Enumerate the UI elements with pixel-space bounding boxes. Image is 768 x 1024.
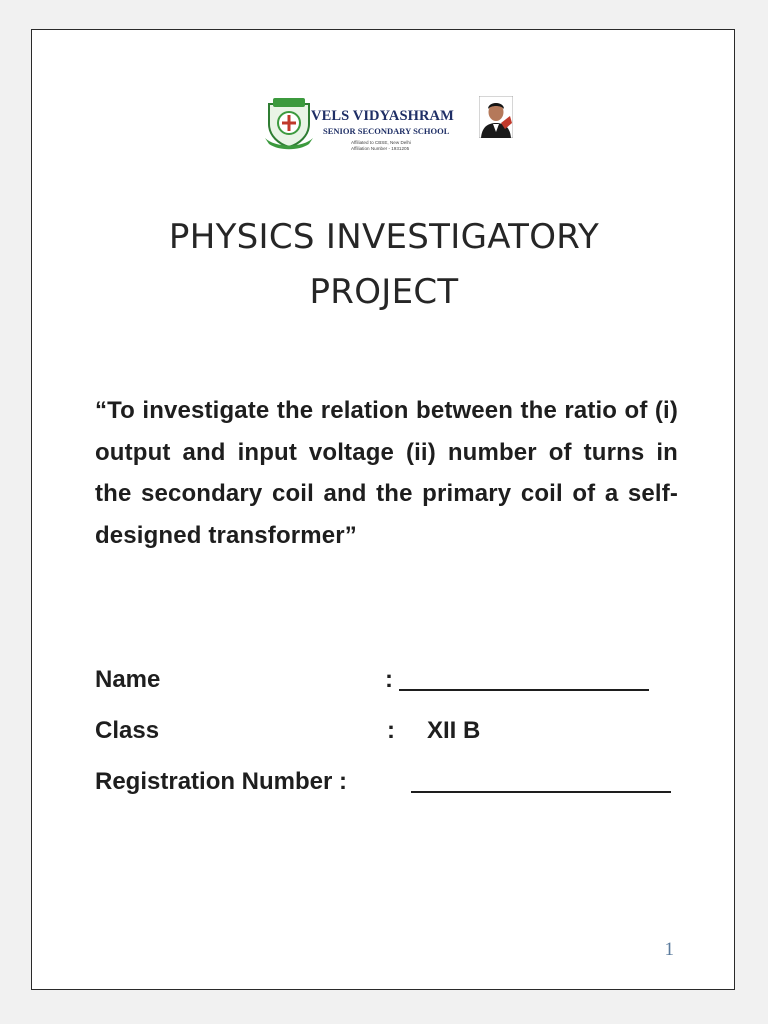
title-line-2: PROJECT (309, 272, 459, 312)
affiliation-line-1: Affiliated to CBSE, New Delhi (351, 140, 411, 145)
name-colon: : (385, 666, 393, 693)
founder-portrait-icon (479, 96, 513, 138)
page-number: 1 (664, 939, 674, 960)
school-name: VELS VIDYASHRAM (311, 108, 454, 124)
class-colon: : (387, 717, 395, 744)
document-page (31, 29, 735, 990)
name-blank-line (399, 689, 649, 691)
class-label: Class (95, 717, 160, 744)
affiliation-line-2: Affiliation Number - 1931205 (351, 146, 410, 151)
registration-blank-line (411, 791, 671, 793)
class-value: XII B (427, 717, 481, 744)
project-aim: “To investigate the relation between the ratio of (i) output and input voltage (ii) number of turns in the secondary coil and the primary coil of a self-designed transformer” (95, 397, 678, 549)
school-subtitle: SENIOR SECONDARY SCHOOL (323, 126, 450, 136)
registration-label: Registration Number : (95, 768, 348, 795)
name-label: Name (95, 666, 161, 693)
school-header (261, 94, 521, 170)
project-title (32, 210, 736, 320)
school-emblem-icon (261, 94, 317, 150)
school-affiliation (351, 140, 411, 152)
title-line-1: PHYSICS INVESTIGATORY (168, 217, 600, 257)
